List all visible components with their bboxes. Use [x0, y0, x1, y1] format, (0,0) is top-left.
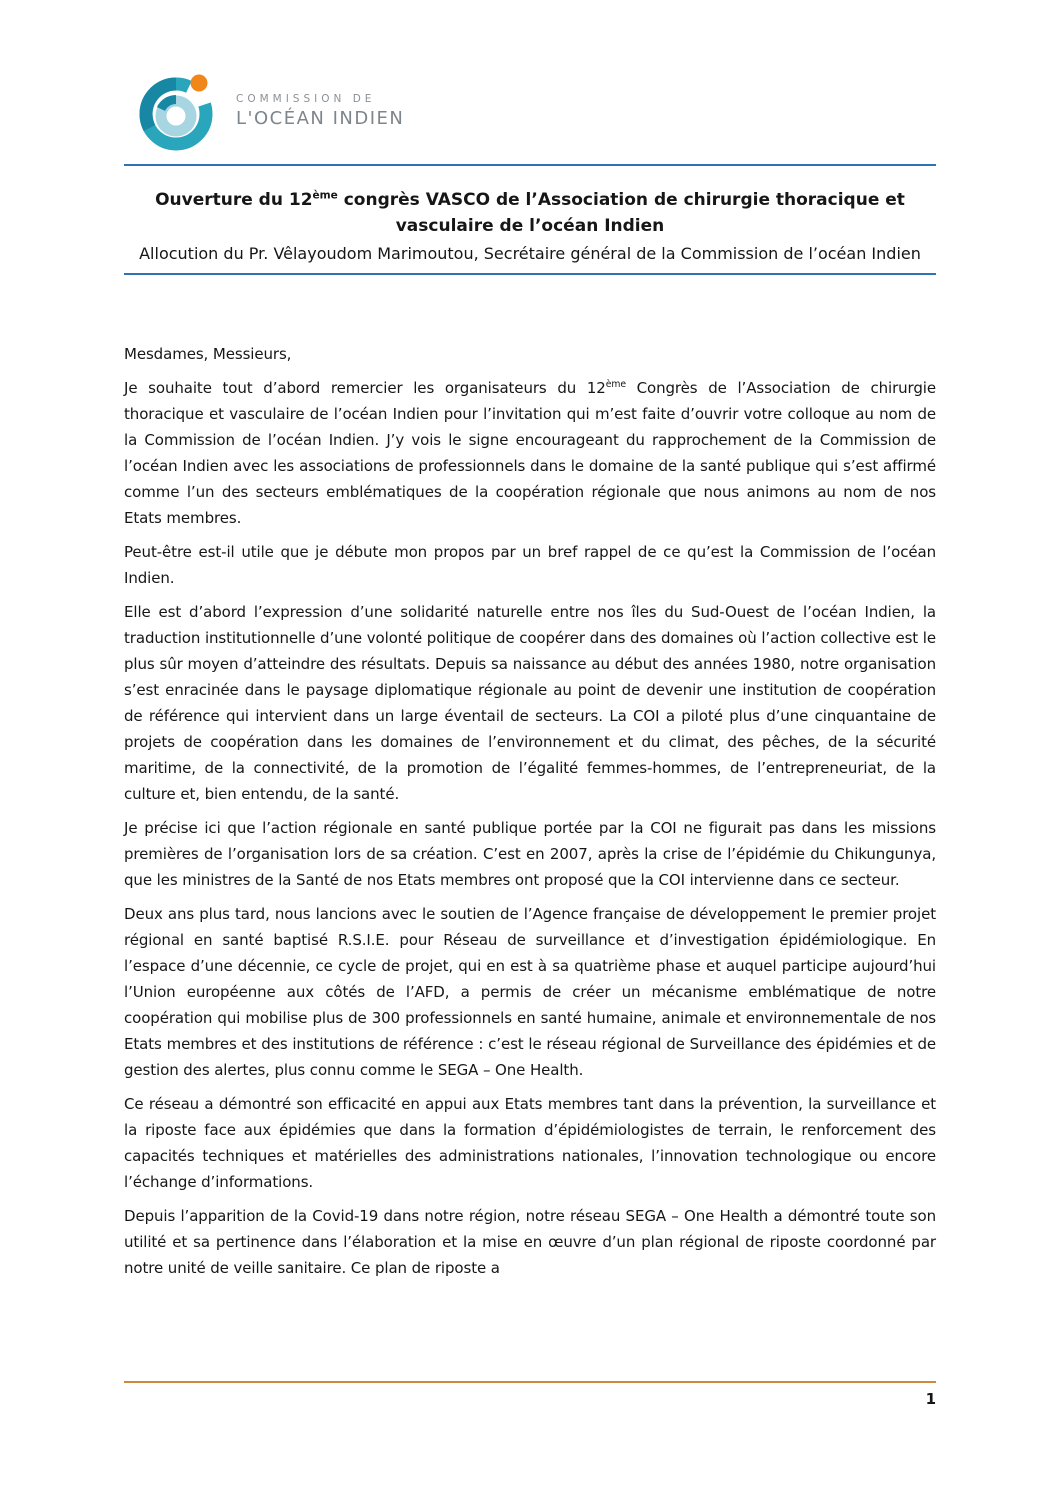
body-paragraph: Deux ans plus tard, nous lancions avec le soutien de l’Agence française de développement le premier projet régional en santé baptisé R.S.I.E. pour Réseau de surveillance et d’investigation épidémiologique. En l’espace d’une décennie, ce cycle de projet, qui en est à sa quatrième phase et auquel participe aujourd’hui l’Union européenne aux côtés de l’AFD, a permis de créer un mécanisme emblématique de notre coopération qui mobilise plus de 300 professionnels en santé humaine, animale et environnementale de nos Etats membres et des institutions de référence : c’est le réseau régional de Surveillance des épidémies et de gestion des alertes, plus connu comme le SEGA – One Health.: [124, 905, 936, 1079]
document-title-pre: Ouverture du 12: [155, 190, 313, 210]
coi-logo: [138, 70, 404, 152]
body-paragraph: Ce réseau a démontré son efficacité en appui aux Etats membres tant dans la prévention, la surveillance et la riposte face aux épidémies que dans la formation d’épidémiologistes de terrain, le renforcement des capacités techniques et matérielles des administrations nationales, l’innovation technologique ou encore l’échange d’informations.: [124, 1095, 936, 1191]
coi-logo-icon: [138, 70, 220, 152]
document-title: [124, 187, 936, 239]
page-footer: [0, 1368, 1058, 1497]
header-divider-top: [124, 164, 936, 166]
header-divider-bottom: [124, 273, 936, 275]
document-title-sup: ème: [312, 189, 338, 202]
body-paragraph-sup: ème: [605, 379, 626, 390]
body-paragraph: Peut-être est-il utile que je débute mon propos par un bref rappel de ce qu’est la Commission de l’océan Indien.: [124, 543, 936, 587]
body-paragraph-post: Congrès de l’Association de chirurgie thoracique et vasculaire de l’océan Indien pour l’invitation qui m’est faite d’ouvrir votre colloque au nom de la Commission de l’océan Indien. J’y vois le signe encourageant du rapprochement de la Commission de l’océan Indien avec les associations de professionnels dans le domaine de la santé publique qui s’est affirmé comme l’un des secteurs emblématiques de la coopération régionale que nous animons au nom de nos Etats membres.: [124, 379, 936, 527]
logo-wordmark: [236, 93, 404, 129]
logo-wordmark-line1: COMMISSION DE: [236, 93, 376, 105]
salutation-paragraph: Mesdames, Messieurs,: [124, 345, 292, 363]
logo-wordmark-line2: L'OCÉAN INDIEN: [236, 108, 405, 129]
document-subtitle: Allocution du Pr. Vêlayoudom Marimoutou, Secrétaire général de la Commission de l’océan Indien: [139, 244, 921, 263]
header: [124, 187, 936, 275]
document-body: [124, 341, 936, 1289]
body-paragraph: Depuis l’apparition de la Covid-19 dans notre région, notre réseau SEGA – One Health a démontré toute son utilité et sa pertinence dans l’élaboration et la mise en œuvre d’un plan régional de riposte coordonné par notre unité de veille sanitaire. Ce plan de riposte a: [124, 1207, 936, 1277]
body-paragraph: [124, 375, 936, 531]
body-paragraph-pre: Je souhaite tout d’abord remercier les organisateurs du 12: [124, 379, 606, 397]
footer-divider: [124, 1381, 936, 1383]
document-title-post: congrès VASCO de l’Association de chirurgie thoracique et vasculaire de l’océan Indien: [337, 190, 905, 236]
body-paragraph: Je précise ici que l’action régionale en santé publique portée par la COI ne figurait pas dans les missions premières de l’organisation lors de sa création. C’est en 2007, après la crise de l’épidémie du Chikungunya, que les ministres de la Santé de nos Etats membres ont proposé que la COI intervienne dans ce secteur.: [124, 819, 936, 889]
body-paragraph: Elle est d’abord l’expression d’une solidarité naturelle entre nos îles du Sud-Ouest de l’océan Indien, la traduction institutionnelle d’une volonté politique de coopérer dans des domaines où l’action collective est le plus sûr moyen d’atteindre des résultats. Depuis sa naissance au début des années 1980, notre organisation s’est enracinée dans le paysage diplomatique régionale au point de devenir une institution de coopération de référence qui intervient dans un large éventail de secteurs. La COI a piloté plus d’une cinquantaine de projets de coopération dans les domaines de l’environnement et du climat, des pêches, de la sécurité maritime, de la connectivité, de la promotion de l’égalité femmes-hommes, de l’entrepreneuriat, de la culture et, bien entendu, de la santé.: [124, 603, 936, 803]
page-number: 1: [925, 1390, 936, 1408]
